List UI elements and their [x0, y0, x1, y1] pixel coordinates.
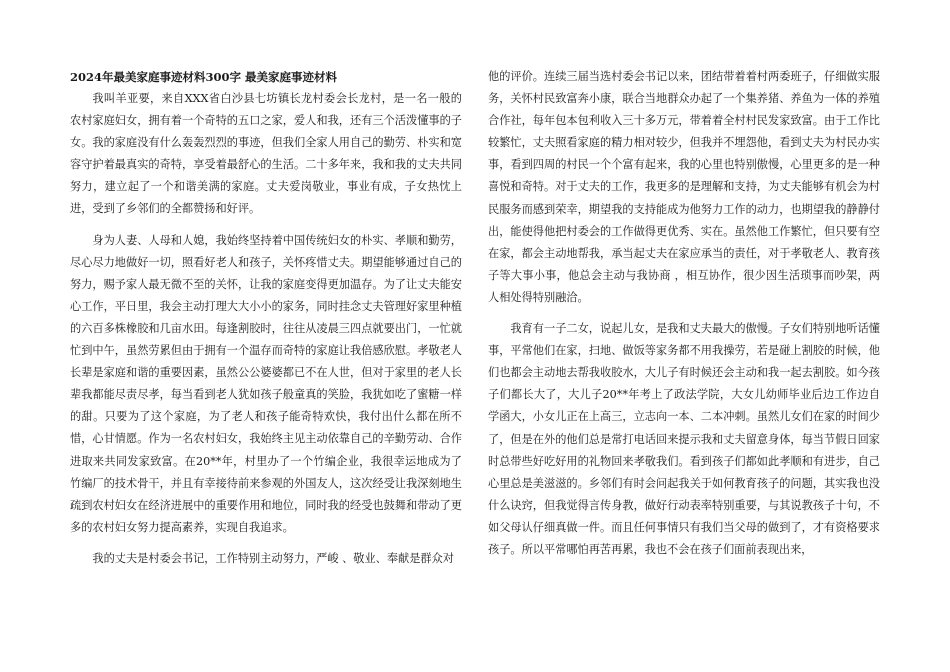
paragraph-husband-cont: 他的评价。连续三届当选村委会书记以来，团结带着着村两委班子，仔细做实服务，关怀村民致富奔小康，联合当地群众办起了一个集养猪、养鱼为一体的养殖合作社，每年包本包利收入三十多万元，带着着全村村民发家致富。由于工作比较繁忙，丈夫照看家庭的精力相对较少，但我并不埋怨他，看到丈夫为村民办实事，看到四周的村民一个个富有起来，我的心里也特别傲慢，心里更多的是一种喜悦和奇特。对于丈夫的工作，我更多的是理解和支持，为丈夫能够有机会为村民服务而感到荣幸，期望我的支持能成为他努力工作的动力，也期望我的静静付出，能使得他把村委会的工作做得更优秀、实在。虽然他工作繁忙，但只要有空在家，都会主动地帮我，承当起丈夫在家应承当的责任，对于孝敬老人、教育孩子等大事小事，他总会主动与我协商 ，相互协作，很少因生活琐事而吵架，两人相处得特别融洽。	[488, 70, 880, 304]
paragraph-children: 我育有一子二女，说起儿女，是我和丈夫最大的傲慢。子女们特别地听话懂事，平常他们在家，扫地、做饭等家务都不用我操劳，若是碰上割胶的时候，他们也都会主动地去帮我收胶水，大儿子有时候还会主动和我一起去割胶。如今孩子们都长大了，大儿子20**年考上了政法学院，大女儿幼师毕业后边工作边自学函大，小女儿正在上高三，立志向一本、二本冲刺。虽然儿女们在家的时间少了，但是在外的他们总是常打电话回来提示我和丈夫留意身体，每当节假日回家时总带些好吃好用的礼物回来孝敬我们。看到孩子们都如此孝顺和有进步，自己心里总是美滋滋的。乡邻们有时会问起我关于如何教育孩子的问题，其实我也没什么诀窍，但我觉得言传身教，做好行动表率特别重要，与其说教孩子十句，不如父母认仔细真做一件。而且任何事情只有我们当父母的做到了，才有资格要求孩子。所以平常哪怕再苦再累，我也不会在孩子们面前表现出来，	[488, 322, 880, 556]
document-title: 2024年最美家庭事迹材料300字 最美家庭事迹材料	[70, 70, 338, 84]
left-column	[70, 66, 462, 570]
paragraph-husband-start: 我的丈夫是村委会书记，工作特别主动努力，严峻 、敬业、奉献是群众对	[92, 551, 454, 565]
right-column	[488, 66, 880, 561]
paragraph-wife-role: 身为人妻、人母和人媳，我始终坚持着中国传统妇女的朴实、孝顺和勤劳，尽心尽力地做好一切，照看好老人和孩子，关怀疼惜丈夫。期望能够通过自己的努力，赐予家人最无微不至的关怀，让我的家庭变得更加温存。为了让丈夫能安心工作，平日里，我会主动打理大大小小的家务，同时挂念丈夫管理好家里种植的六百多株橡胶和几亩水田。每逢割胶时，往往从凌晨三四点就要出门，一忙就忙到中午，虽然劳累但由于拥有一个温存而奇特的家庭让我倍感欣慰。孝敬老人长辈是家庭和谐的重要因素，虽然公公婆婆都已不在人世，但对于家里的老人长辈我都能尽责尽孝，每当看到老人犹如孩子般童真的笑脸，我犹如吃了蜜糖一样的甜。只要为了这个家庭，为了老人和孩子能奇特欢快，我付出什么都在所不惜，心甘情愿。作为一名农村妇女，我始终主见主动依靠自己的辛勤劳动、合作进取来共同发家致富。在20**年，村里办了一个竹编企业，我很幸运地成为了竹编厂的技术骨干，并且有幸接待前来参观的外国友人，这次经受让我深刻地生疏到农村妇女在经济进展中的重要作用和地位，同时我的经受也鼓舞和带动了更多的农村妇女努力提高素养，实现自我追求。	[70, 233, 462, 534]
paragraph-intro: 我叫羊亚要，来自XXX省白沙县七坊镇长龙村委会长龙村，是一名一般的农村家庭妇女，拥有着一个奇特的五口之家，爱人和我，还有三个活泼懂事的子女。我的家庭没有什么轰轰烈烈的事迹，但我们全家人用自己的勤劳、朴实和宽容守护着最真实的奇特，享受着最舒心的生活。二十多年来，我和我的丈夫共同努力，建立起了一个和谐美满的家庭。丈夫爱岗敬业，事业有成，子女热忱上进，受到了乡邻们的全都赞扬和好评。	[70, 92, 462, 216]
